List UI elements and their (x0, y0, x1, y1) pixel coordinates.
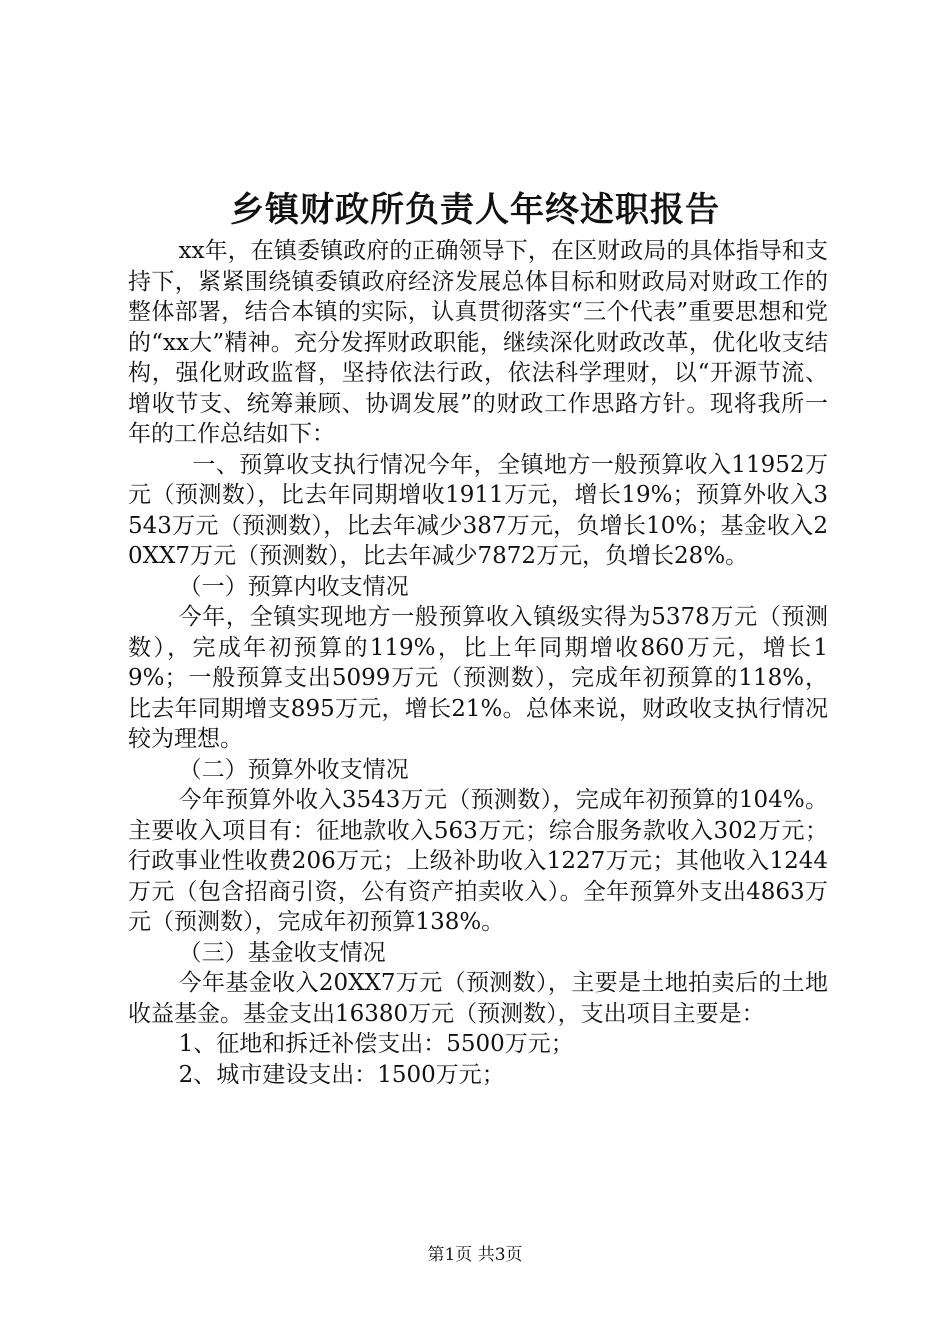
document-body (128, 236, 828, 1090)
fund-paragraph: 今年基金收入20XX7万元（预测数），主要是土地拍卖后的土地收益基金。基金支出16380万元（预测数），支出项目主要是： (128, 970, 828, 1027)
section-heading-fund: （三）基金收支情况 (178, 939, 386, 966)
off-budget-paragraph: 今年预算外收入3543万元（预测数），完成年初预算的104%。主要收入项目有：征地款收入563万元；综合服务款收入302万元；行政事业性收费206万元；上级补助收入1227万元；其他收入1244万元（包含招商引资，公有资产拍卖收入）。全年预算外支出4863万元（预测数），完成年初预算138%。 (128, 787, 828, 935)
document-title: 乡镇财政所负责人年终述职报告 (230, 190, 720, 230)
list-item: 2、城市建设支出：1500万元； (178, 1061, 505, 1088)
in-budget-paragraph: 今年，全镇实现地方一般预算收入镇级实得为5378万元（预测数），完成年初预算的119%，比上年同期增收860万元，增长19%；一般预算支出5099万元（预测数），完成年初预算的118%，比去年同期增支895万元，增长21%。总体来说，财政收支执行情况较为理想。 (128, 604, 828, 752)
list-item: 1、征地和拆迁补偿支出：5500万元； (178, 1031, 574, 1057)
page-number: 第1页 共3页 (427, 1245, 523, 1265)
budget-summary-paragraph: 一、预算收支执行情况今年，全镇地方一般预算收入11952万元（预测数），比去年同期增收1911万元，增长19%；预算外收入3543万元（预测数），比去年减少387万元，负增长10%；基金收入20XX7万元（预测数），比去年减少7872万元，负增长28%。 (128, 451, 828, 569)
section-heading-in-budget: （一）预算内收支情况 (178, 573, 409, 600)
section-heading-off-budget: （二）预算外收支情况 (178, 756, 409, 783)
intro-paragraph: xx年，在镇委镇政府的正确领导下，在区财政局的具体指导和支持下，紧紧围绕镇委镇政府经济发展总体目标和财政局对财政工作的整体部署，结合本镇的实际，认真贯彻落实“三个代表”重要思想和党的“xx大”精神。充分发挥财政职能，继续深化财政改革，优化收支结构，强化财政监督，坚持依法行政，依法科学理财，以“开源节流、增收节支、统筹兼顾、协调发展”的财政工作思路方针。现将我所一年的工作总结如下： (128, 238, 828, 447)
